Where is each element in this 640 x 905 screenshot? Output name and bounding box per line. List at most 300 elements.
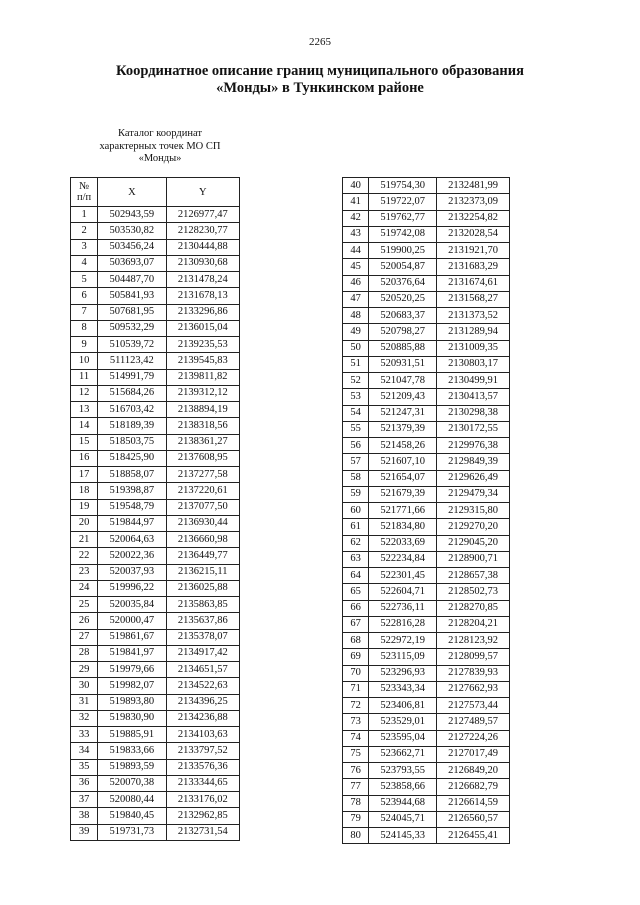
cell-number: 21: [71, 532, 98, 548]
table-row: [343, 243, 510, 259]
table-row: [343, 324, 510, 340]
table-row: [343, 178, 510, 194]
cell-x: 519979,66: [98, 662, 166, 678]
table-row: [343, 210, 510, 226]
cell-number: 20: [71, 515, 98, 531]
cell-y: 2131921,70: [437, 243, 510, 259]
cell-number: 48: [343, 308, 369, 324]
cell-number: 77: [343, 779, 369, 795]
header-number-line-1: №: [79, 181, 90, 192]
cell-x: 520885,88: [369, 340, 437, 356]
header-x: X: [98, 178, 166, 207]
cell-x: 519754,30: [369, 178, 437, 194]
table-row: [71, 223, 240, 239]
cell-number: 32: [71, 710, 98, 726]
cell-y: 2128270,85: [437, 600, 510, 616]
cell-y: 2132373,09: [437, 194, 510, 210]
table-row: [71, 645, 240, 661]
cell-x: 507681,95: [98, 304, 166, 320]
cell-y: 2126560,57: [437, 811, 510, 827]
cell-y: 2136025,88: [166, 580, 239, 596]
cell-x: 509532,29: [98, 320, 166, 336]
cell-x: 519548,79: [98, 499, 166, 515]
cell-number: 23: [71, 564, 98, 580]
cell-x: 505841,93: [98, 288, 166, 304]
cell-number: 80: [343, 828, 369, 844]
cell-y: 2139545,83: [166, 353, 239, 369]
table-row: [343, 373, 510, 389]
cell-x: 523406,81: [369, 698, 437, 714]
table-row: [71, 467, 240, 483]
table-row: [343, 389, 510, 405]
cell-y: 2130298,38: [437, 405, 510, 421]
cell-number: 14: [71, 418, 98, 434]
table-row: [71, 450, 240, 466]
cell-y: 2130172,55: [437, 421, 510, 437]
title-line-1: Координатное описание границ муниципального образования: [116, 63, 524, 79]
cell-x: 520022,36: [98, 548, 166, 564]
table-row: [343, 275, 510, 291]
cell-number: 5: [71, 272, 98, 288]
cell-number: 31: [71, 694, 98, 710]
cell-x: 502943,59: [98, 207, 166, 223]
cell-x: 522234,84: [369, 551, 437, 567]
table-row: [343, 340, 510, 356]
cell-number: 57: [343, 454, 369, 470]
table-row: [343, 194, 510, 210]
cell-number: 59: [343, 486, 369, 502]
cell-x: 521247,31: [369, 405, 437, 421]
cell-x: 521047,78: [369, 373, 437, 389]
table-row: [343, 665, 510, 681]
cell-number: 52: [343, 373, 369, 389]
cell-x: 516703,42: [98, 402, 166, 418]
cell-x: 520037,93: [98, 564, 166, 580]
cell-number: 73: [343, 714, 369, 730]
cell-y: 2129976,38: [437, 438, 510, 454]
cell-y: 2139235,53: [166, 337, 239, 353]
cell-y: 2127839,93: [437, 665, 510, 681]
cell-x: 522033,69: [369, 535, 437, 551]
cell-y: 2136215,11: [166, 564, 239, 580]
cell-x: 520054,87: [369, 259, 437, 275]
cell-y: 2128099,57: [437, 649, 510, 665]
cell-number: 44: [343, 243, 369, 259]
cell-number: 55: [343, 421, 369, 437]
table-row: [71, 418, 240, 434]
cell-y: 2133797,52: [166, 743, 239, 759]
table-row: [343, 470, 510, 486]
table-row: [71, 678, 240, 694]
cell-x: 519398,87: [98, 483, 166, 499]
cell-number: 24: [71, 580, 98, 596]
cell-y: 2130499,91: [437, 373, 510, 389]
cell-x: 519833,66: [98, 743, 166, 759]
cell-y: 2131373,52: [437, 308, 510, 324]
cell-number: 11: [71, 369, 98, 385]
cell-number: 33: [71, 727, 98, 743]
table-row: [343, 811, 510, 827]
cell-y: 2134103,63: [166, 727, 239, 743]
cell-x: 503456,24: [98, 239, 166, 255]
cell-x: 520070,38: [98, 775, 166, 791]
table-row: [71, 515, 240, 531]
cell-y: 2127489,57: [437, 714, 510, 730]
document-title: [0, 63, 640, 97]
table-row: [71, 304, 240, 320]
table-row: [71, 824, 240, 840]
table-row: [71, 743, 240, 759]
cell-x: 503530,82: [98, 223, 166, 239]
cell-x: 514991,79: [98, 369, 166, 385]
cell-y: 2136449,77: [166, 548, 239, 564]
cell-x: 510539,72: [98, 337, 166, 353]
cell-x: 522736,11: [369, 600, 437, 616]
table-row: [71, 662, 240, 678]
cell-y: 2128900,71: [437, 551, 510, 567]
cell-number: 37: [71, 792, 98, 808]
table-row: [343, 649, 510, 665]
cell-y: 2139312,12: [166, 385, 239, 401]
table-row: [343, 421, 510, 437]
coordinates-table-left: [70, 177, 240, 841]
cell-y: 2138361,27: [166, 434, 239, 450]
cell-number: 13: [71, 402, 98, 418]
cell-y: 2135378,07: [166, 629, 239, 645]
cell-y: 2127662,93: [437, 681, 510, 697]
cell-x: 520931,51: [369, 356, 437, 372]
cell-number: 76: [343, 763, 369, 779]
cell-x: 521607,10: [369, 454, 437, 470]
table-row: [71, 255, 240, 271]
table-row: [71, 564, 240, 580]
cell-number: 60: [343, 503, 369, 519]
cell-y: 2128502,73: [437, 584, 510, 600]
cell-y: 2132731,54: [166, 824, 239, 840]
coordinates-table-right: [342, 177, 510, 844]
table-row: [71, 272, 240, 288]
cell-number: 36: [71, 775, 98, 791]
table-row: [343, 454, 510, 470]
cell-y: 2132962,85: [166, 808, 239, 824]
table-row: [71, 580, 240, 596]
cell-y: 2127573,44: [437, 698, 510, 714]
cell-x: 523944,68: [369, 795, 437, 811]
cell-number: 22: [71, 548, 98, 564]
cell-y: 2136930,44: [166, 515, 239, 531]
cell-x: 519841,97: [98, 645, 166, 661]
table-body-right: [343, 178, 510, 844]
cell-number: 69: [343, 649, 369, 665]
cell-y: 2130803,17: [437, 356, 510, 372]
table-row: [343, 226, 510, 242]
table-row: [71, 207, 240, 223]
cell-x: 519982,07: [98, 678, 166, 694]
cell-y: 2134396,25: [166, 694, 239, 710]
table-row: [343, 584, 510, 600]
table-row: [71, 548, 240, 564]
cell-x: 519830,90: [98, 710, 166, 726]
cell-x: 522301,45: [369, 568, 437, 584]
catalog-line-2: характерных точек МО СП: [99, 140, 221, 152]
table-row: [71, 710, 240, 726]
cell-x: 519861,67: [98, 629, 166, 645]
table-row: [343, 568, 510, 584]
cell-number: 72: [343, 698, 369, 714]
cell-y: 2126614,59: [437, 795, 510, 811]
cell-x: 521771,66: [369, 503, 437, 519]
cell-x: 521654,07: [369, 470, 437, 486]
cell-y: 2133176,02: [166, 792, 239, 808]
cell-x: 524045,71: [369, 811, 437, 827]
cell-y: 2131568,27: [437, 291, 510, 307]
cell-number: 30: [71, 678, 98, 694]
cell-number: 74: [343, 730, 369, 746]
cell-number: 27: [71, 629, 98, 645]
cell-number: 78: [343, 795, 369, 811]
cell-y: 2135637,86: [166, 613, 239, 629]
cell-number: 51: [343, 356, 369, 372]
cell-y: 2126682,79: [437, 779, 510, 795]
cell-number: 9: [71, 337, 98, 353]
cell-number: 15: [71, 434, 98, 450]
cell-y: 2131674,61: [437, 275, 510, 291]
cell-number: 47: [343, 291, 369, 307]
table-header-row: [71, 178, 240, 207]
cell-x: 524145,33: [369, 828, 437, 844]
table-row: [71, 483, 240, 499]
cell-number: 71: [343, 681, 369, 697]
table-row: [71, 353, 240, 369]
cell-y: 2129479,34: [437, 486, 510, 502]
cell-number: 29: [71, 662, 98, 678]
cell-x: 523115,09: [369, 649, 437, 665]
table-row: [343, 763, 510, 779]
cell-number: 16: [71, 450, 98, 466]
cell-x: 523296,93: [369, 665, 437, 681]
cell-x: 523793,55: [369, 763, 437, 779]
cell-x: 523595,04: [369, 730, 437, 746]
cell-number: 68: [343, 633, 369, 649]
table-row: [343, 551, 510, 567]
cell-x: 519893,59: [98, 759, 166, 775]
cell-x: 522816,28: [369, 616, 437, 632]
table-row: [343, 519, 510, 535]
cell-y: 2130930,68: [166, 255, 239, 271]
table-row: [343, 308, 510, 324]
cell-y: 2126977,47: [166, 207, 239, 223]
table-row: [343, 616, 510, 632]
cell-number: 65: [343, 584, 369, 600]
cell-x: 519762,77: [369, 210, 437, 226]
cell-number: 18: [71, 483, 98, 499]
cell-number: 58: [343, 470, 369, 486]
cell-y: 2134522,63: [166, 678, 239, 694]
table-row: [71, 613, 240, 629]
cell-x: 511123,42: [98, 353, 166, 369]
cell-x: 519885,91: [98, 727, 166, 743]
cell-y: 2134236,88: [166, 710, 239, 726]
cell-x: 519840,45: [98, 808, 166, 824]
table-row: [71, 727, 240, 743]
cell-number: 38: [71, 808, 98, 824]
cell-x: 520000,47: [98, 613, 166, 629]
cell-number: 46: [343, 275, 369, 291]
cell-x: 520798,27: [369, 324, 437, 340]
table-row: [71, 808, 240, 824]
cell-x: 523662,71: [369, 746, 437, 762]
cell-number: 10: [71, 353, 98, 369]
cell-number: 8: [71, 320, 98, 336]
cell-y: 2130413,57: [437, 389, 510, 405]
cell-y: 2129626,49: [437, 470, 510, 486]
cell-y: 2136015,04: [166, 320, 239, 336]
cell-number: 67: [343, 616, 369, 632]
cell-x: 519722,07: [369, 194, 437, 210]
cell-y: 2127224,26: [437, 730, 510, 746]
cell-y: 2137077,50: [166, 499, 239, 515]
table-row: [343, 633, 510, 649]
cell-y: 2126455,41: [437, 828, 510, 844]
table-body-left: [71, 207, 240, 841]
cell-y: 2127017,49: [437, 746, 510, 762]
cell-number: 39: [71, 824, 98, 840]
header-number: [71, 178, 98, 207]
cell-y: 2128204,21: [437, 616, 510, 632]
cell-x: 521458,26: [369, 438, 437, 454]
table-row: [71, 337, 240, 353]
table-row: [71, 629, 240, 645]
cell-number: 64: [343, 568, 369, 584]
table-row: [343, 779, 510, 795]
cell-x: 515684,26: [98, 385, 166, 401]
cell-y: 2129849,39: [437, 454, 510, 470]
cell-x: 518503,75: [98, 434, 166, 450]
cell-number: 56: [343, 438, 369, 454]
cell-x: 520080,44: [98, 792, 166, 808]
cell-x: 521209,43: [369, 389, 437, 405]
table-row: [71, 385, 240, 401]
cell-x: 520520,25: [369, 291, 437, 307]
table-row: [343, 356, 510, 372]
cell-y: 2133296,86: [166, 304, 239, 320]
cell-number: 25: [71, 597, 98, 613]
cell-number: 49: [343, 324, 369, 340]
cell-y: 2133344,65: [166, 775, 239, 791]
cell-number: 66: [343, 600, 369, 616]
cell-x: 519893,80: [98, 694, 166, 710]
cell-x: 523529,01: [369, 714, 437, 730]
table-row: [71, 402, 240, 418]
cell-number: 50: [343, 340, 369, 356]
cell-y: 2134917,42: [166, 645, 239, 661]
cell-y: 2137220,61: [166, 483, 239, 499]
cell-x: 519900,25: [369, 243, 437, 259]
page-number: 2265: [309, 36, 331, 48]
cell-number: 45: [343, 259, 369, 275]
cell-y: 2129045,20: [437, 535, 510, 551]
cell-number: 17: [71, 467, 98, 483]
cell-number: 75: [343, 746, 369, 762]
cell-x: 520064,63: [98, 532, 166, 548]
table-row: [343, 503, 510, 519]
table-row: [343, 698, 510, 714]
cell-x: 522972,19: [369, 633, 437, 649]
cell-y: 2129315,80: [437, 503, 510, 519]
table-row: [71, 792, 240, 808]
table-row: [343, 600, 510, 616]
cell-y: 2133576,36: [166, 759, 239, 775]
cell-y: 2132254,82: [437, 210, 510, 226]
cell-number: 4: [71, 255, 98, 271]
cell-x: 519731,73: [98, 824, 166, 840]
table-row: [71, 239, 240, 255]
cell-number: 53: [343, 389, 369, 405]
cell-number: 2: [71, 223, 98, 239]
cell-x: 521834,80: [369, 519, 437, 535]
table-row: [343, 714, 510, 730]
table-row: [71, 320, 240, 336]
table-row: [71, 288, 240, 304]
cell-number: 63: [343, 551, 369, 567]
cell-y: 2134651,57: [166, 662, 239, 678]
table-row: [343, 730, 510, 746]
cell-number: 28: [71, 645, 98, 661]
cell-x: 520376,64: [369, 275, 437, 291]
cell-x: 519996,22: [98, 580, 166, 596]
cell-y: 2138318,56: [166, 418, 239, 434]
table-row: [71, 532, 240, 548]
header-number-line-2: п/п: [77, 192, 92, 203]
cell-number: 34: [71, 743, 98, 759]
cell-y: 2131478,24: [166, 272, 239, 288]
cell-y: 2132028,54: [437, 226, 510, 242]
table-row: [71, 759, 240, 775]
cell-y: 2131683,29: [437, 259, 510, 275]
cell-number: 54: [343, 405, 369, 421]
cell-number: 35: [71, 759, 98, 775]
cell-number: 3: [71, 239, 98, 255]
cell-number: 6: [71, 288, 98, 304]
cell-number: 61: [343, 519, 369, 535]
cell-number: 19: [71, 499, 98, 515]
table-row: [343, 405, 510, 421]
cell-y: 2126849,20: [437, 763, 510, 779]
cell-x: 521379,39: [369, 421, 437, 437]
cell-number: 40: [343, 178, 369, 194]
table-row: [343, 746, 510, 762]
cell-number: 70: [343, 665, 369, 681]
cell-y: 2138894,19: [166, 402, 239, 418]
catalog-caption: [65, 128, 255, 166]
cell-x: 523343,34: [369, 681, 437, 697]
cell-x: 520683,37: [369, 308, 437, 324]
cell-x: 522604,71: [369, 584, 437, 600]
table-row: [343, 828, 510, 844]
table-row: [343, 291, 510, 307]
cell-number: 41: [343, 194, 369, 210]
cell-y: 2128230,77: [166, 223, 239, 239]
cell-y: 2129270,20: [437, 519, 510, 535]
title-line-2: «Монды» в Тункинском районе: [216, 80, 424, 96]
table-row: [71, 775, 240, 791]
cell-y: 2131289,94: [437, 324, 510, 340]
cell-x: 518858,07: [98, 467, 166, 483]
cell-y: 2128123,92: [437, 633, 510, 649]
table-row: [71, 597, 240, 613]
cell-x: 519742,08: [369, 226, 437, 242]
cell-x: 518425,90: [98, 450, 166, 466]
